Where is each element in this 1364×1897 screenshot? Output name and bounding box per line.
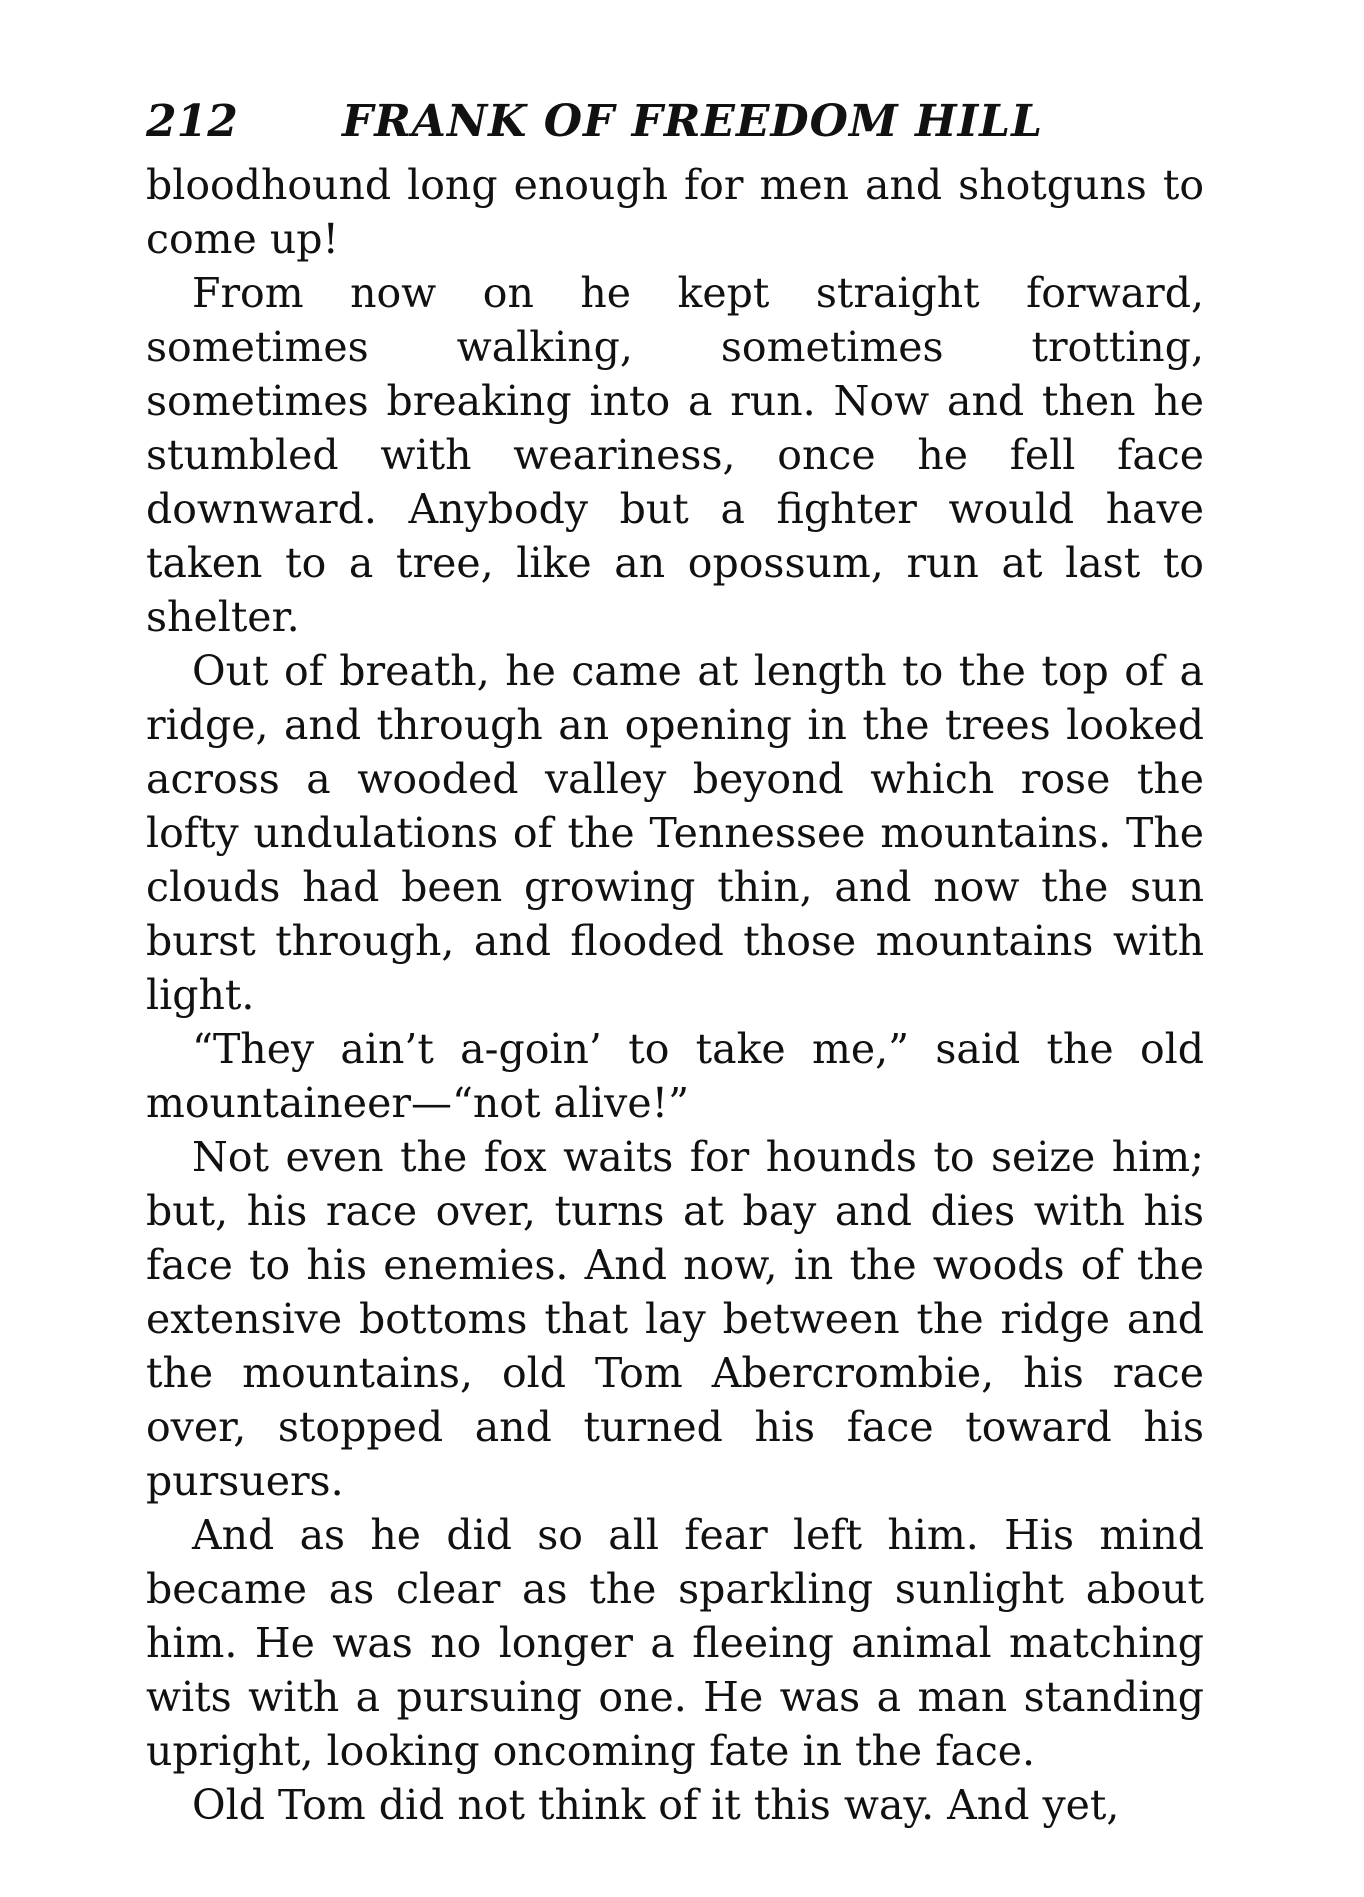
text-body: [146, 158, 1204, 1832]
paragraph-4: “They ain’t a-goin’ to take me,” said the old mountaineer—“not alive!”: [146, 1025, 1204, 1127]
page-number: 212: [146, 96, 238, 147]
book-title: FRANK OF FREEDOM HILL: [342, 96, 1044, 147]
paragraph-2: From now on he kept straight forward, sometimes walking, sometimes trotting, sometimes breaking into a run. Now and then he stumbled with weariness, once he fell face downward. Anybody but a fighter would have taken to a tree, like an opossum, run at last to shelter.: [146, 269, 1204, 641]
paragraph-6: And as he did so all fear left him. His mind became as clear as the sparkling sunlight about him. He was no longer a fleeing animal matching wits with a pursuing one. He was a man standing upright, looking oncoming fate in the face.: [146, 1511, 1204, 1775]
paragraph-1: bloodhound long enough for men and shotguns to come up!: [146, 161, 1204, 263]
book-page: [146, 96, 1204, 1832]
paragraph-7: Old Tom did not think of it this way. And yet,: [192, 1781, 1120, 1829]
paragraph-5: Not even the fox waits for hounds to seize him; but, his race over, turns at bay and dies with his face to his enemies. And now, in the woods of the extensive bottoms that lay between the ridge and the mountains, old Tom Abercrombie, his race over, stopped and turned his face toward his pursuers.: [146, 1133, 1204, 1505]
running-head: [146, 96, 1204, 158]
paragraph-3: Out of breath, he came at length to the top of a ridge, and through an opening in the trees looked across a wooded valley beyond which rose the lofty undulations of the Tennessee mountains. The clouds had been growing thin, and now the sun burst through, and flooded those mountains with light.: [146, 647, 1204, 1019]
